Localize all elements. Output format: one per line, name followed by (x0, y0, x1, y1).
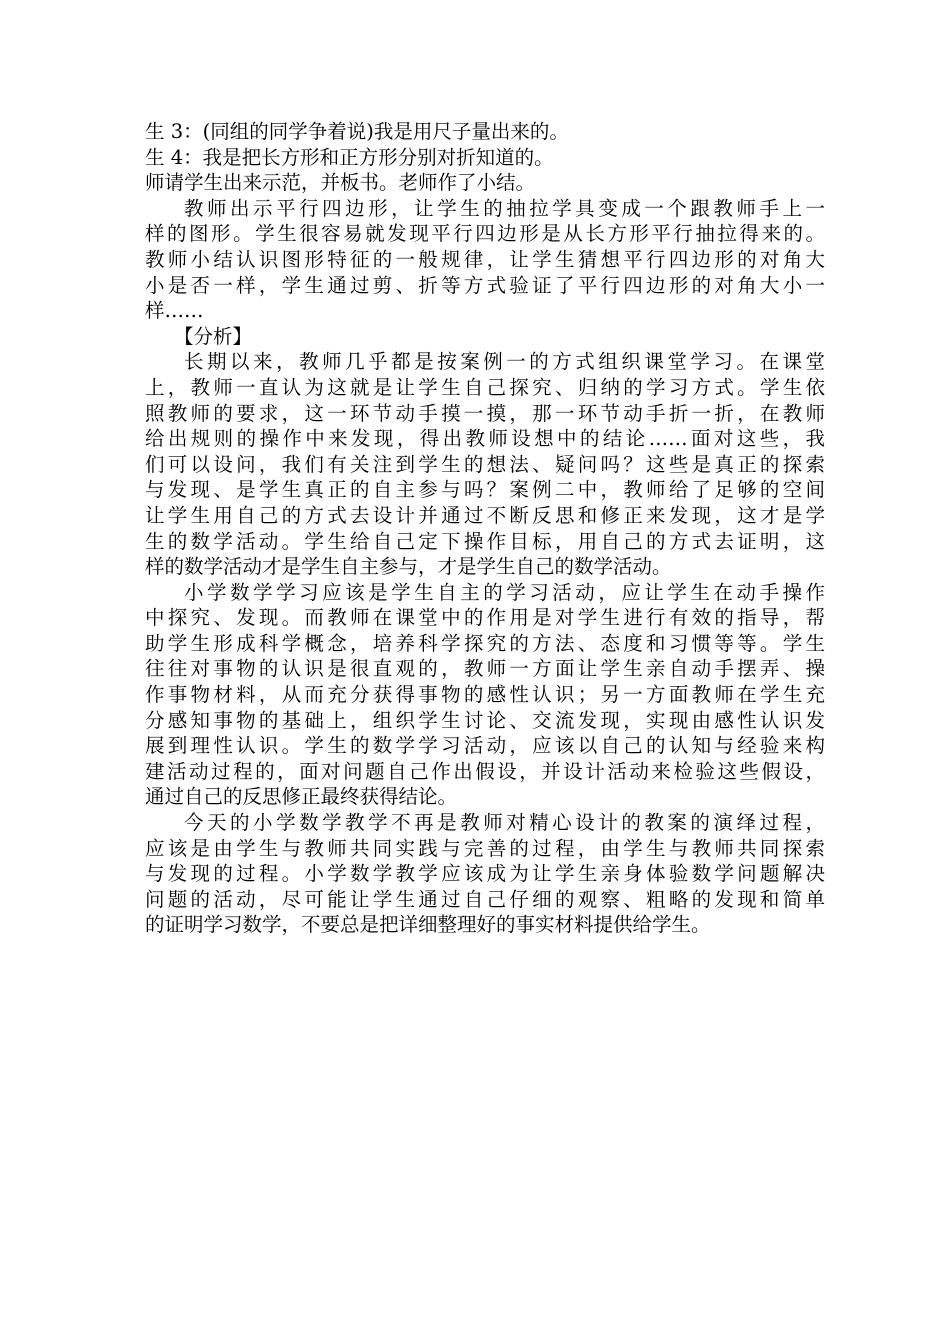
paragraph-line: 教师出示平行四边形，让学生的抽拉学具变成一个跟教师手上一 (184, 196, 825, 220)
paragraph-line: 生的数学活动。学生给自己定下操作目标，用自己的方式去证明，这 (145, 529, 825, 553)
paragraph-line: 给出规则的操作中来发现，得出教师设想中的结论……面对这些，我 (145, 427, 825, 451)
paragraph-line: 样的图形。学生很容易就发现平行四边形是从长方形平行抽拉得来的。 (145, 222, 825, 246)
paragraph-line: 教师小结认识图形特征的一般规律，让学生猜想平行四边形的对角大 (145, 247, 825, 271)
paragraph-line: 与发现、是学生真正的自主参与吗？案例二中，教师给了足够的空间 (145, 478, 825, 502)
paragraph-line: 展到理性认识。学生的数学学习活动，应该以自己的认知与经验来构 (145, 734, 825, 758)
paragraph-line: 样…… (145, 299, 204, 323)
paragraph-line: 让学生用自己的方式去设计并通过不断反思和修正来发现，这才是学 (145, 503, 825, 527)
dialogue-line: 生 4：我是把长方形和正方形分别对折知道的。 (145, 145, 554, 169)
paragraph-line: 的证明学习数学，不要总是把详细整理好的事实材料提供给学生。 (145, 913, 711, 937)
paragraph-line: 样的数学活动才是学生自主参与，才是学生自己的数学活动。 (145, 555, 672, 579)
paragraph-line: 们可以设问，我们有关注到学生的想法、疑问吗？这些是真正的探索 (145, 452, 825, 476)
dialogue-line: 师请学生出来示范，并板书。老师作了小结。 (145, 171, 536, 195)
paragraph-line: 作事物材料，从而充分获得事物的感性认识；另一方面教师在学生充 (145, 683, 825, 707)
document-body (145, 119, 825, 938)
paragraph-line: 小是否一样，学生通过剪、折等方式验证了平行四边形的对角大小一 (145, 273, 825, 297)
paragraph-self-directed-learning (145, 580, 825, 810)
paragraph-line: 应该是由学生与教师共同实践与完善的过程，由学生与教师共同探索 (145, 836, 825, 860)
dialogue-block (145, 119, 825, 196)
paragraph-line: 助学生形成科学概念，培养科学探究的方法、态度和习惯等等。学生 (145, 631, 825, 655)
paragraph-line: 今天的小学数学教学不再是教师对精心设计的教案的演绎过程， (184, 811, 825, 835)
paragraph-line: 问题的活动，尽可能让学生通过自己仔细的观察、粗略的发现和简单 (145, 887, 825, 911)
analysis-heading: 【分析】 (174, 324, 253, 348)
paragraph-line: 长期以来，教师几乎都是按案例一的方式组织课堂学习。在课堂 (184, 350, 825, 374)
paragraph-line: 与发现的过程。小学数学教学应该成为让学生亲身体验数学问题解决 (145, 862, 825, 886)
paragraph-line: 上，教师一直认为这就是让学生自己探究、归纳的学习方式。学生依 (145, 375, 825, 399)
paragraph-line: 分感知事物的基础上，组织学生讨论、交流发现，实现由感性认识发 (145, 708, 825, 732)
paragraph-line: 小学数学学习应该是学生自主的学习活动，应让学生在动手操作 (184, 580, 825, 604)
paragraph-line: 建活动过程的，面对问题自己作出假设，并设计活动来检验这些假设， (145, 759, 825, 783)
paragraph-analysis (145, 349, 825, 579)
paragraph-line: 往往对事物的认识是很直观的，教师一方面让学生亲自动手摆弄、操 (145, 657, 825, 681)
paragraph-line: 中探究、发现。而教师在课堂中的作用是对学生进行有效的指导，帮 (145, 606, 825, 630)
dialogue-line: 生 3：(同组的同学争着说)我是用尺子量出来的。 (145, 120, 569, 143)
paragraph-conclusion (145, 810, 825, 938)
paragraph-demonstration (145, 196, 825, 324)
paragraph-line: 照教师的要求，这一环节动手摸一摸，那一环节动手折一折，在教师 (145, 401, 825, 425)
paragraph-line: 通过自己的反思修正最终获得结论。 (145, 785, 458, 809)
